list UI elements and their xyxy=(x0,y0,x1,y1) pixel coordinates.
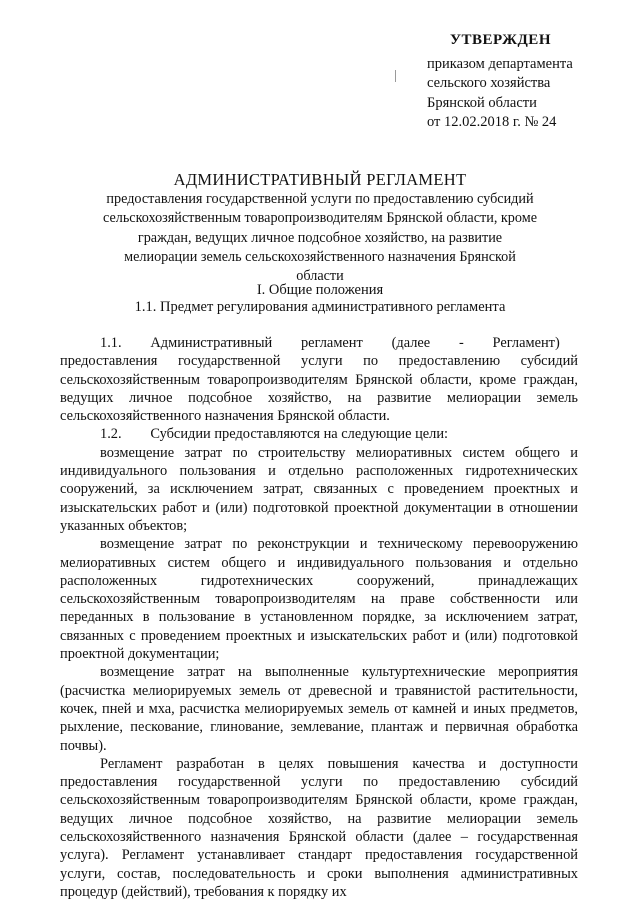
paragraph-1-2: 1.2. Субсидии предоставляются на следующие цели: xyxy=(100,426,449,443)
paragraph-purpose: Регламент разработан в целях повышения качества и доступности предоставления государственной услуги по предоставлению субсидий сельскохозяйственным товаропроизводителям Брянской области, кроме граждан, ведущих личное подсобное хозяйство, на развитие мелиорации земель сельскохозяйственного назначения Брянской области (далее – государственная услуга). Регламент устанавливает стандарт предоставления государственной услуги, состав, последовательность и сроки выполнения административных процедур (действий), требования к порядку их xyxy=(60,755,578,900)
approval-stamp xyxy=(427,31,627,133)
approval-line: сельского хозяйства xyxy=(427,75,551,91)
section-subtitle: 1.1. Предмет регулирования административного регламента xyxy=(134,299,506,315)
approval-heading: УТВЕРЖДЕН xyxy=(450,32,551,48)
scan-mark xyxy=(395,70,396,82)
list-item-construction: возмещение затрат по строительству мелиоративных систем общего и индивидуального пользования и отдельно расположенных гидротехнических сооружений, за исключением затрат, связанных с проведением проектных и изыскательских работ и (или) подготовкой проектной документации в отношении указанных объектов; xyxy=(60,444,578,534)
paragraph-1-1: 1.1. Административный регламент (далее - Регламент) предоставления государственной услуги по предоставлению субсидий сельскохозяйственным товаропроизводителям Брянской области, кроме граждан, ведущих личное подсобное хозяйство, на развитие мелиорации земель сельскохозяйственного назначения Брянской области. xyxy=(60,335,578,425)
approval-line: Брянской области xyxy=(427,94,537,111)
approval-line: от 12.02.2018 г. № 24 xyxy=(427,114,557,130)
document-body xyxy=(60,334,578,901)
approval-line: приказом департамента xyxy=(427,55,573,72)
list-item-cultural-technical: возмещение затрат на выполненные культуртехнические мероприятия (расчистка мелиорируемых земель от древесной и травянистой растительности, кочек, пней и мха, расчистка мелиорируемых земель от камней и иных предметов, рыхление, пескование, глинование, землевание, плантаж и первичная обработка почвы). xyxy=(60,664,578,754)
document-title: АДМИНИСТРАТИВНЫЙ РЕГЛАМЕНТ xyxy=(173,170,467,189)
section-title: I. Общие положения xyxy=(256,282,384,298)
list-item-reconstruction: возмещение затрат по реконструкции и техническому перевооружению мелиоративных систем общего и индивидуального пользования и отдельно расположенных гидротехнических сооружений, принадлежащих сельскохозяйственным товаропроизводителям на праве собственности или переданных в пользование в установленном порядке, за исключением затрат, связанных с проведением проектных и изыскательских работ и (или) подготовкой проектной документации; xyxy=(60,536,578,663)
document-subtitle: предоставления государственной услуги по предоставлению субсидий сельскохозяйственным товаропроизводителям Брянской области, кроме граждан, ведущих личное подсобное хозяйство, на развитие мелиорации земель сельскохозяйственного назначения Брянской области xyxy=(102,191,538,285)
